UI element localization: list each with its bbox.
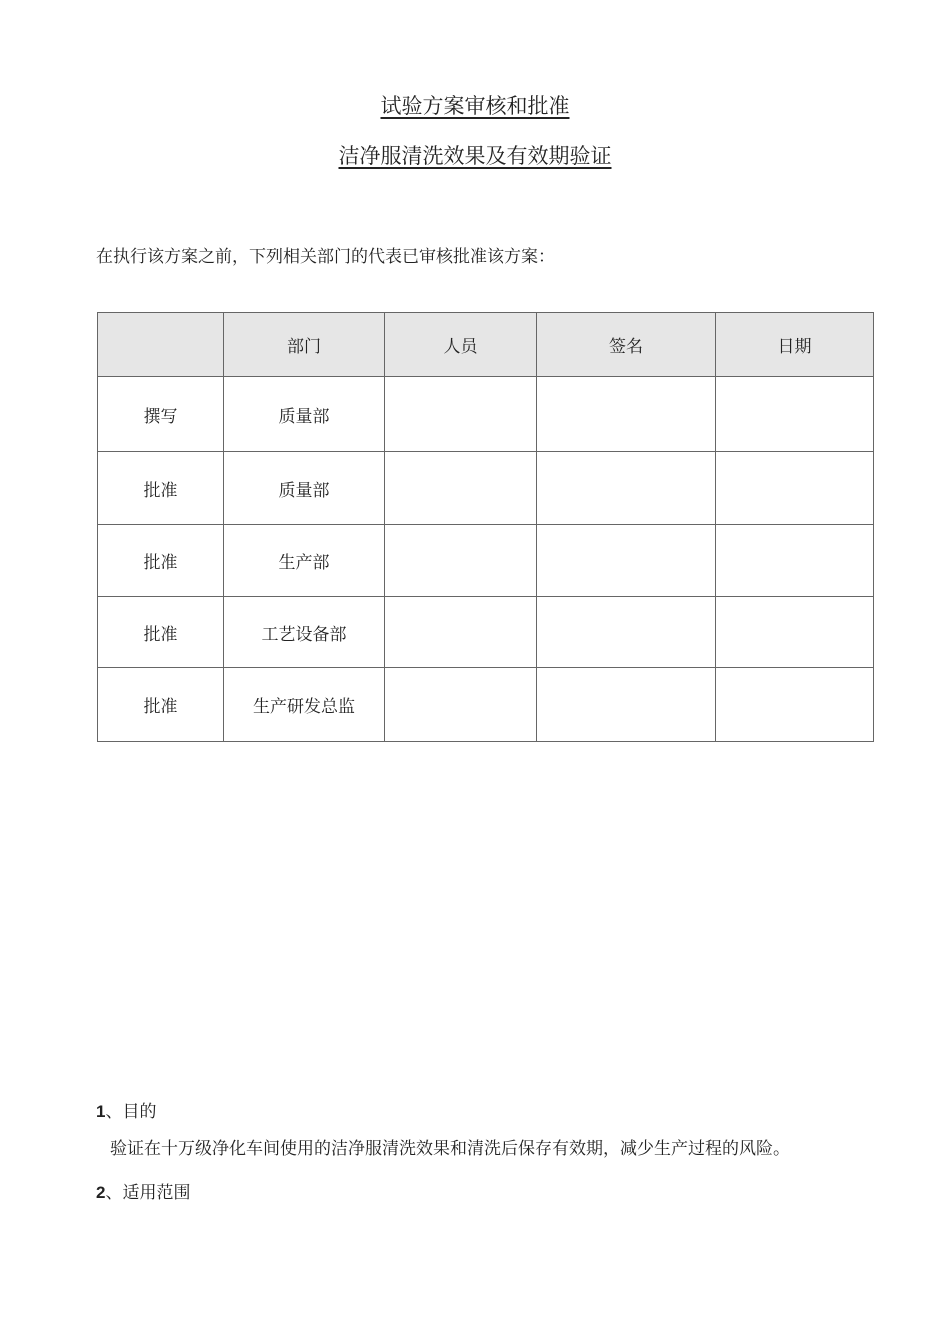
department-cell: 质量部 <box>224 452 385 525</box>
section-separator: 、 <box>105 1102 123 1122</box>
section-title: 适用范围 <box>122 1183 191 1203</box>
section-number: 1 <box>96 1102 106 1121</box>
header-cell-person: 人员 <box>385 313 537 377</box>
date-cell[interactable] <box>716 597 874 668</box>
date-cell[interactable] <box>716 668 874 742</box>
signature-cell[interactable] <box>537 597 716 668</box>
table-row <box>98 597 874 668</box>
table-row <box>98 525 874 597</box>
role-cell: 批准 <box>98 525 224 597</box>
department-cell: 工艺设备部 <box>224 597 385 668</box>
table-header-row <box>98 313 874 377</box>
person-cell[interactable] <box>385 668 537 742</box>
section-heading-scope <box>96 1178 190 1203</box>
role-cell: 批准 <box>98 597 224 668</box>
role-cell: 批准 <box>98 668 224 742</box>
section-number: 2 <box>96 1183 106 1202</box>
person-cell[interactable] <box>385 377 537 452</box>
section-separator: 、 <box>105 1183 123 1203</box>
intro-paragraph: 在执行该方案之前，下列相关部门的代表已审核批准该方案： <box>96 247 555 267</box>
role-cell: 批准 <box>98 452 224 525</box>
signature-cell[interactable] <box>537 668 716 742</box>
role-cell: 撰写 <box>98 377 224 452</box>
signature-cell[interactable] <box>537 525 716 597</box>
header-cell-date: 日期 <box>716 313 874 377</box>
person-cell[interactable] <box>385 597 537 668</box>
department-cell: 生产研发总监 <box>224 668 385 742</box>
person-cell[interactable] <box>385 452 537 525</box>
department-cell: 生产部 <box>224 525 385 597</box>
header-cell-department: 部门 <box>224 313 385 377</box>
date-cell[interactable] <box>716 452 874 525</box>
department-cell: 质量部 <box>224 377 385 452</box>
document-title: 试验方案审核和批准 <box>380 94 570 118</box>
header-cell-role <box>98 313 224 377</box>
date-cell[interactable] <box>716 525 874 597</box>
section-title: 目的 <box>122 1102 157 1122</box>
section-heading-purpose <box>96 1097 156 1122</box>
table-row <box>98 377 874 452</box>
table-row <box>98 452 874 525</box>
date-cell[interactable] <box>716 377 874 452</box>
document-subtitle: 洁净服清洗效果及有效期验证 <box>338 144 612 168</box>
header-cell-signature: 签名 <box>537 313 716 377</box>
approval-table <box>97 312 874 742</box>
person-cell[interactable] <box>385 525 537 597</box>
section-body-purpose: 验证在十万级净化车间使用的洁净服清洗效果和清洗后保存有效期，减少生产过程的风险。 <box>110 1139 790 1159</box>
signature-cell[interactable] <box>537 377 716 452</box>
signature-cell[interactable] <box>537 452 716 525</box>
table-row <box>98 668 874 742</box>
